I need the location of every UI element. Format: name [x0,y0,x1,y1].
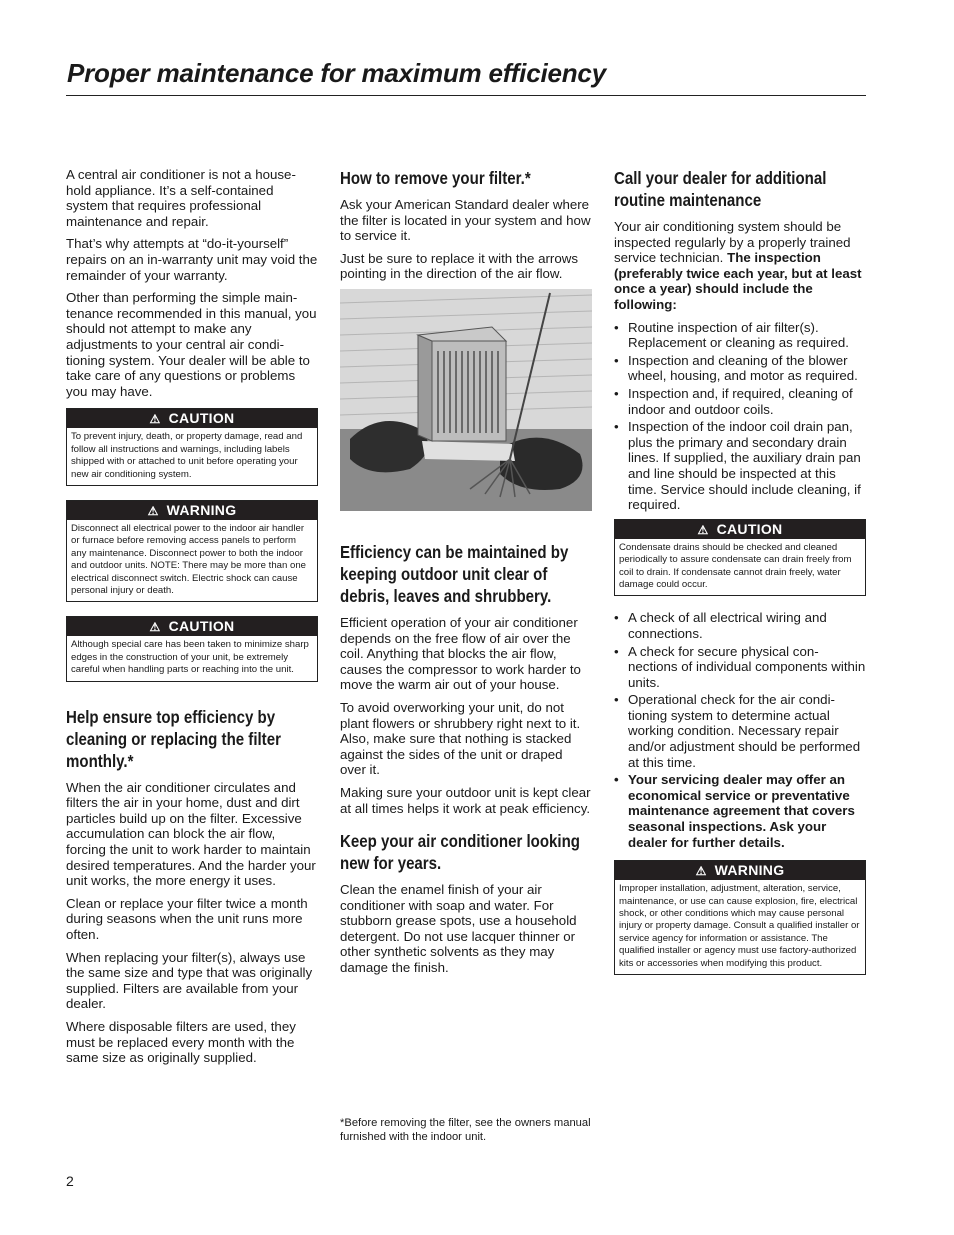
body-paragraph: Efficient operation of your air conditioner depends on the free flow of air over the coil. Anything that blocks the air flow, causes the compressor to work harder to move the warm air out of your house. [340,614,581,693]
warning-triangle-icon: ⚠ [149,412,161,427]
body-paragraph: Just be sure to replace it with the arrows pointing in the direction of the air flow. [340,250,578,282]
body-paragraph: When the air conditioner circulates and filters the air in your home, dust and dirt particles build up on the filter. Excessive accumulation can block the air flow, forcing the unit to work harder to maintain desired temperatures. And the harder your unit works, the more energy it uses. [66,779,316,889]
column-2 [340,167,592,983]
inspection-list [614,320,866,513]
caution-box [66,408,318,486]
body-paragraph: Ask your American Standard dealer where the filter is located in your system and how to service it. [340,197,591,244]
caution-header: ⚠ CAUTION [67,617,317,636]
intro-paragraph: Other than performing the simple main-tenance recommended in this manual, you should not attempt to make any adjustments to your central air condi-tioning system. Your dealer will be able to take care of any questions or problems you may have. [66,290,317,399]
warning-text: Improper installation, adjustment, alteration, service, maintenance, or use can cause explosion, fire, electrical shock, or other conditions which may cause personal injury or property damage. Consult a qualified installer or service agency for information or assistance. The qualified installer or agency must use factory-authorized kits or accessories when modifying this product. [619,883,860,969]
list-item: • Routine inspection of air filter(s). Replacement or cleaning as required. [614,320,866,351]
section-heading: Call your dealer for additional routine maintenance [614,168,827,210]
title-rule [66,95,866,96]
section-heading: Efficiency can be maintained by keeping outdoor unit clear of debris, leaves and shrubbery. [340,541,569,606]
outdoor-unit-photo [340,289,592,511]
footnote: *Before removing the filter, see the owners manual furnished with the indoor unit. [340,1117,591,1143]
body-paragraph: When replacing your filter(s), always use the same size and type that was originally supplied. Filters are available from your dealer. [66,949,313,1012]
warning-triangle-icon: ⚠ [147,503,159,518]
body-paragraph: Where disposable filters are used, they must be replaced every month with the same size as originally supplied. [66,1018,296,1066]
section-heading: Help ensure top efficiency by cleaning or replacing the filter monthly.* [66,706,281,771]
caution-text: Condensate drains should be checked and cleaned periodically to assure condensate can drain freely from coil to drain. If condensate cannot drain freely, water damage could occur. [619,541,852,590]
list-item: • Inspection and cleaning of the blower wheel, housing, and motor as required. [614,353,866,384]
list-item: • A check of all electrical wiring and connections. [614,610,866,641]
caution-header: ⚠ CAUTION [615,520,865,539]
warning-box [66,500,318,602]
body-paragraph: To avoid overworking your unit, do not plant flowers or shrubbery right next to it. Also, make sure that nothing is stacked against the sides of the unit or draped over it. [340,699,581,778]
list-item: • Inspection and, if required, cleaning of indoor and outdoor coils. [614,386,866,417]
section-heading: Keep your air conditioner looking new for years. [340,831,580,874]
warning-triangle-icon: ⚠ [695,864,707,879]
body-paragraph: Clean the enamel finish of your air conditioner with soap and water. For stubborn grease spots, use a household detergent. Do not use lacquer thinner or other synthetic solvents as they may damage the finish. [340,882,577,976]
list-item: • A check for secure physical con-nections of individual components within units. [614,644,866,691]
column-1 [66,167,318,1073]
intro-paragraph: That’s why attempts at “do-it-yourself” repairs on an in-warranty unit may void the remainder of your warranty. [66,236,318,283]
warning-header: ⚠ WARNING [615,861,865,880]
page-number: 2 [66,1173,74,1189]
section-heading: How to remove your filter.* [340,168,531,188]
inspection-list [614,610,866,850]
list-item: • Operational check for the air condi-tioning system to determine actual working condition. Necessary repair and/or adjustment should be performed at this time. [614,692,866,770]
caution-text: To prevent injury, death, or property damage, read and follow all instructions and warnings, including labels shipped with or attached to unit before operating your new air conditioning system. [71,431,303,480]
caution-box [66,616,318,681]
warning-triangle-icon: ⚠ [697,522,709,537]
page-title: Proper maintenance for maximum efficiency [67,58,606,88]
caution-text: Although special care has been taken to minimize sharp edges in the construction of your unit, be extremely careful when handling parts or reaching into the unit. [71,639,309,676]
warning-text: Disconnect all electrical power to the indoor air handler or furnace before removing access panels to perform any maintenance. Disconnect power to both the indoor and outdoor units. NOTE: There may be more than one electrical disconnect switch. Electric shock can cause personal injury or death. [71,522,306,596]
list-item: • Inspection of the indoor coil drain pan, plus the primary and secondary drain lines. If supplied, the auxiliary drain pan and line should be inspected at this time. Service should include cleaning, if required. [614,419,866,513]
body-paragraph: Your air conditioning system should be inspected regularly by a properly trained service technician. The inspection (preferably twice each year, but at least once a year) should include the following: [614,219,862,312]
list-item: • Your servicing dealer may offer an economical service or preventative maintenance agreement that covers seasonal inspections. Ask your dealer for further details. [614,772,866,850]
body-paragraph: Making sure your outdoor unit is kept clear at all times helps it work at peak efficiency. [340,784,591,816]
column-3 [614,167,866,989]
body-paragraph: Clean or replace your filter twice a month during seasons when the unit runs more often. [66,895,308,942]
warning-box [614,860,866,975]
warning-triangle-icon: ⚠ [149,620,161,635]
caution-header: ⚠ CAUTION [67,409,317,428]
caution-box [614,519,866,597]
warning-header: ⚠ WARNING [67,501,317,520]
intro-paragraph: A central air conditioner is not a house-hold appliance. It’s a self-contained system that requires professional maintenance and repair. [66,167,296,229]
